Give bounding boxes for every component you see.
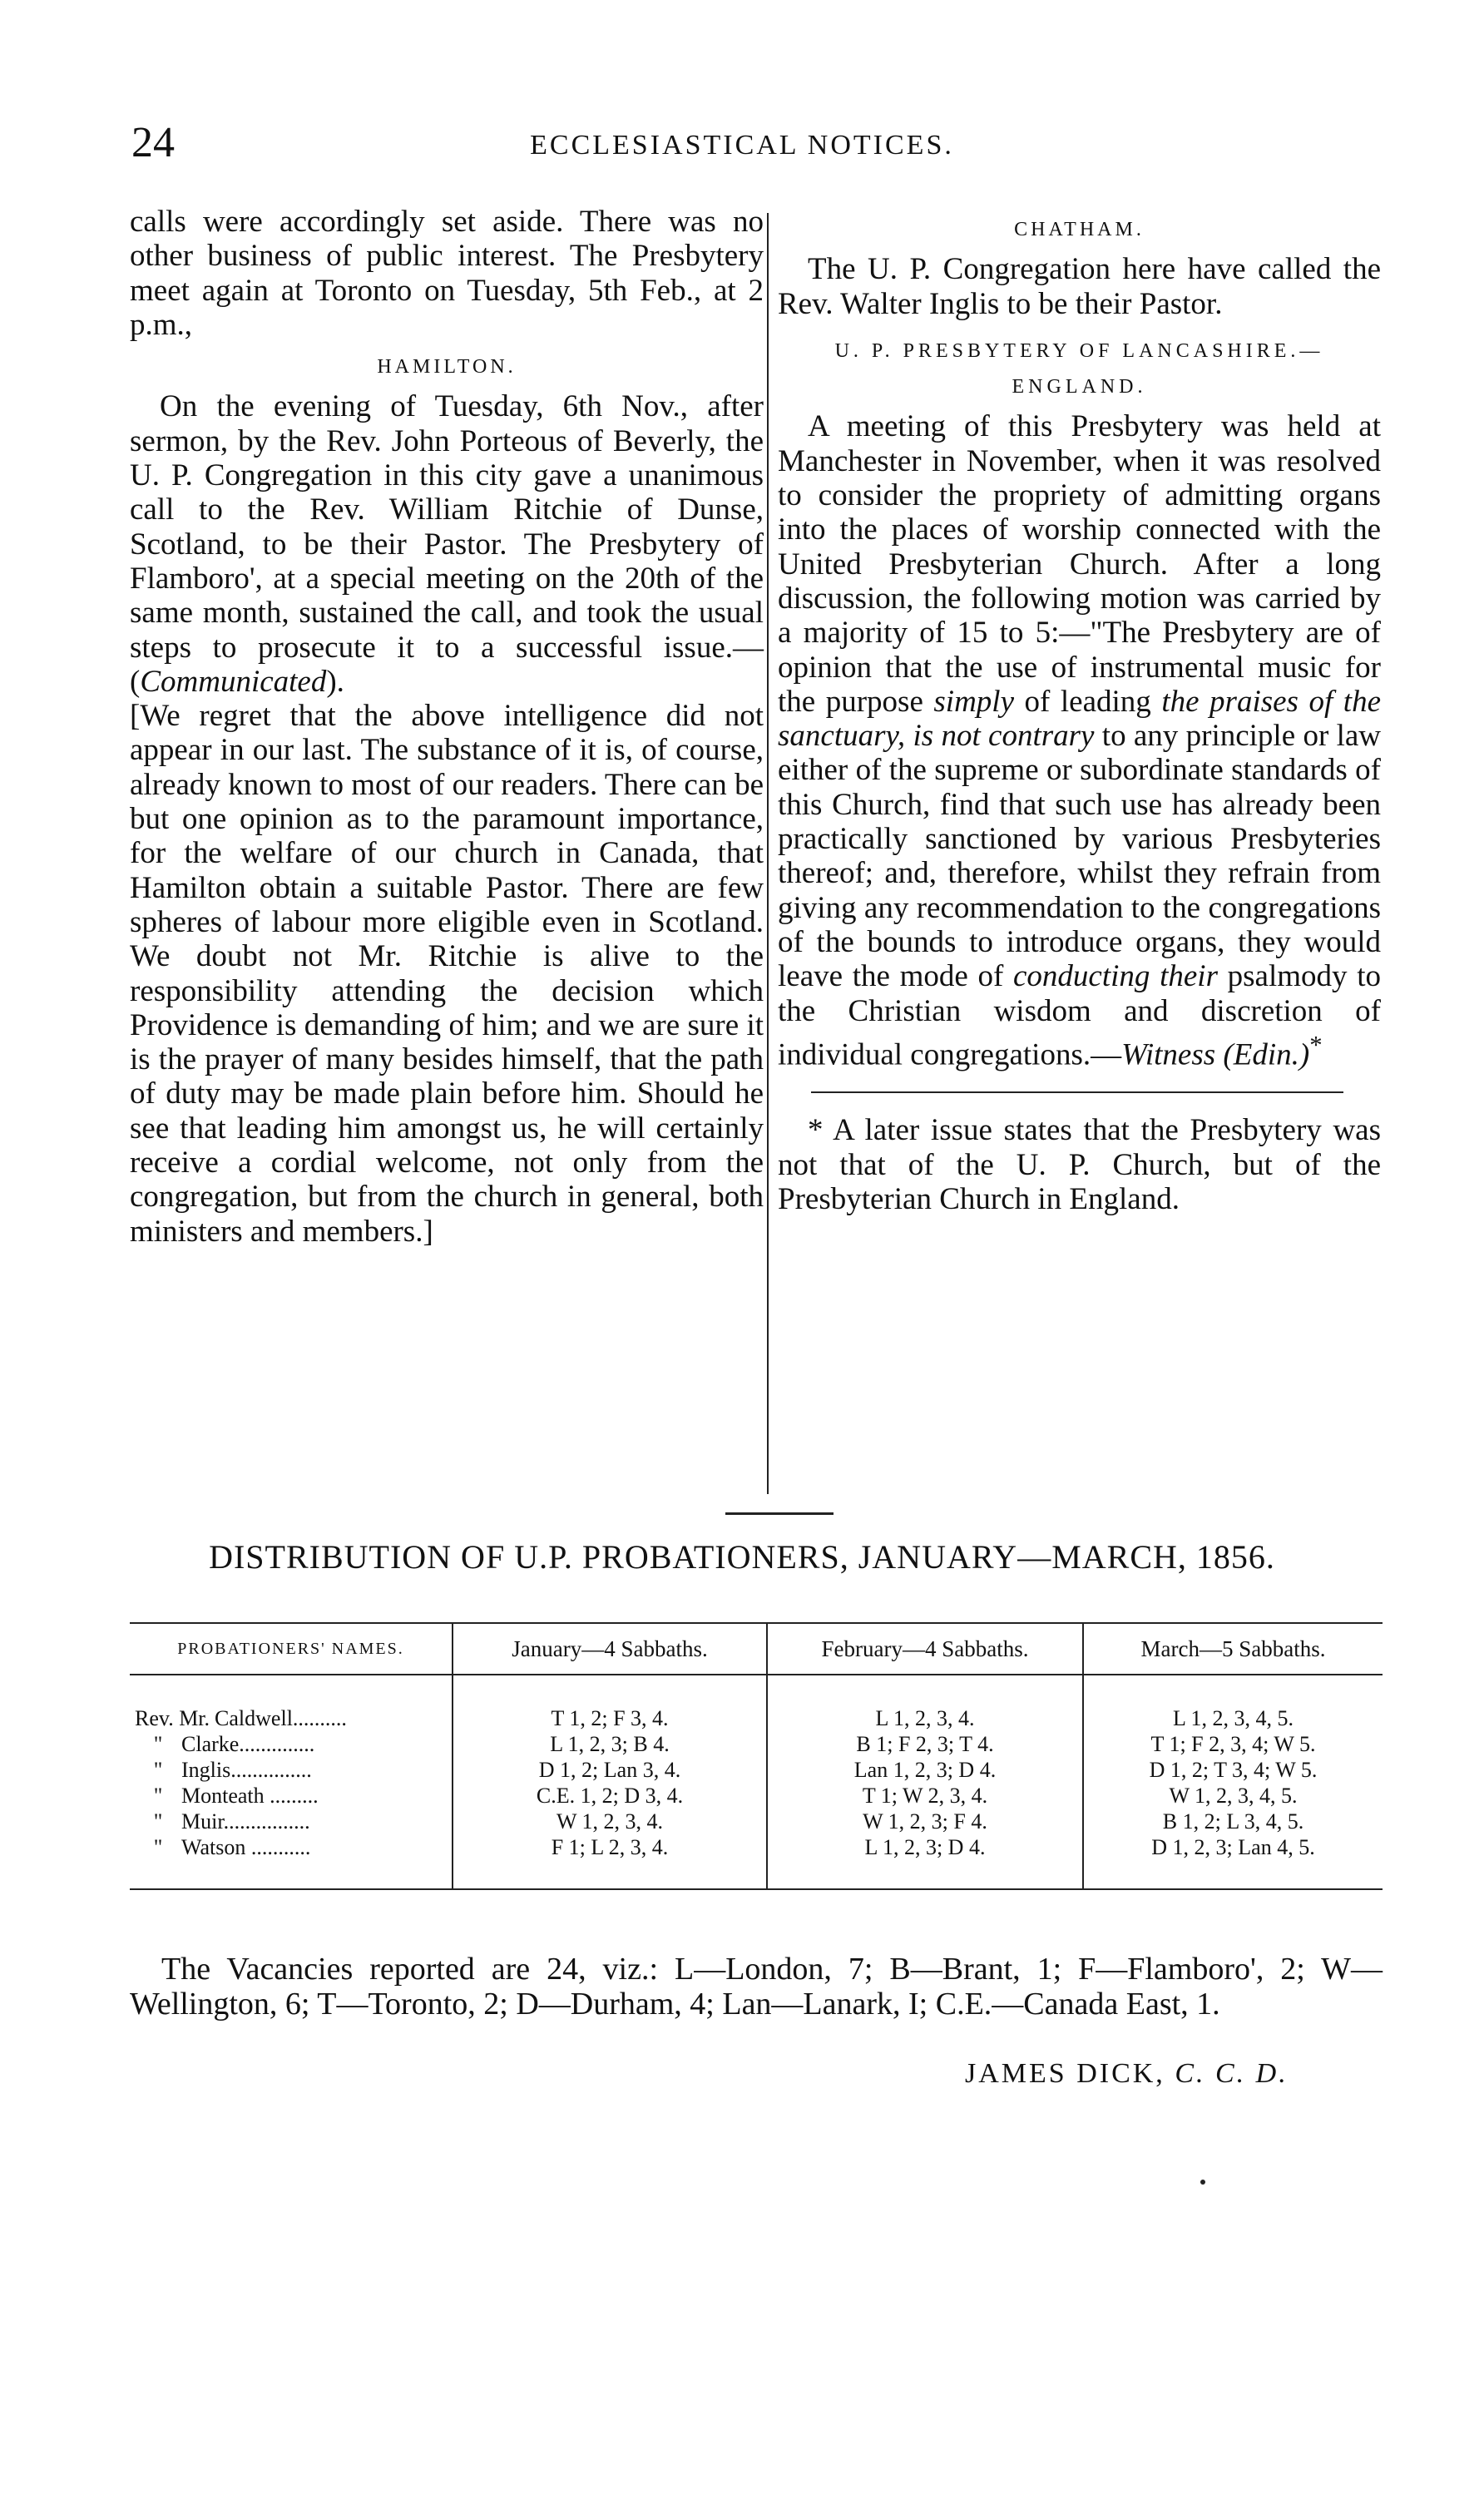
header-march: March—5 Sabbaths. xyxy=(1083,1623,1383,1675)
march-cell: L 1, 2, 3, 4, 5. xyxy=(1083,1705,1383,1731)
running-head: ECCLESIASTICAL NOTICES. xyxy=(530,130,954,161)
probationer-name xyxy=(130,1705,453,1731)
january-cell: L 1, 2, 3; B 4. xyxy=(453,1731,767,1757)
name-text: Inglis............... xyxy=(181,1758,312,1782)
probationer-name xyxy=(130,1757,453,1783)
probationer-name xyxy=(130,1783,453,1809)
table-row xyxy=(130,1834,1383,1889)
lancashire-heading-line-2: ENGLAND. xyxy=(1012,376,1147,398)
left-paragraph-1: calls were accordingly set aside. There was no other business of public interest. The Presbytery meet again at Toronto on Tuesday, 5th Feb., at 2 p.m., xyxy=(130,205,764,342)
march-cell: W 1, 2, 3, 4, 5. xyxy=(1083,1783,1383,1809)
name-prefix: " xyxy=(153,1809,163,1834)
name-prefix: Rev. Mr. xyxy=(135,1706,210,1730)
probationer-name xyxy=(130,1809,453,1834)
editorial-note: [We regret that the above intelligence did not appear in our last. The substance of it is, of course, already known to most of our readers. There can be but one opinion as to the paramount importance, for the welfare of our church in Canada, that Hamilton obtain a suitable Pastor. There are few spheres of labour more eligible even in Scotland. We doubt not Mr. Ritchie is alive to the responsibility attending the decision which Providence is demanding of him; and we are sure it is the prayer of many besides himself, that the path of duty may be made plain before him. Should he see that leading him amongst us, he will certainly receive a cordial welcome, not only from the congregation, but from the church in general, both ministers and members.] xyxy=(130,699,764,1249)
table-row xyxy=(130,1783,1383,1809)
vacancies-note: The Vacancies reported are 24, viz.: L—London, 7; B—Brant, 1; F—Flamboro', 2; W—Wellington, 6; T—Toronto, 2; D—Durham, 4; Lan—Lanark, I; C.E.—Canada East, 1. xyxy=(130,1952,1383,2022)
name-text: Muir................ xyxy=(181,1809,310,1834)
march-cell: D 1, 2; T 3, 4; W 5. xyxy=(1083,1757,1383,1783)
january-cell: D 1, 2; Lan 3, 4. xyxy=(453,1757,767,1783)
signature-name: JAMES DICK, xyxy=(965,2058,1165,2089)
january-cell: F 1; L 2, 3, 4. xyxy=(453,1834,767,1889)
conducting-text: conducting their xyxy=(1013,959,1218,994)
chatham-heading: CHATHAM. xyxy=(1014,219,1145,240)
table-title: DISTRIBUTION OF U.P. PROBATIONERS, JANUARY—MARCH, 1856. xyxy=(209,1538,1275,1576)
february-cell: L 1, 2, 3, 4. xyxy=(767,1705,1083,1731)
lancashire-text-d: psalmody to the Christian wisdom and discretion of individual congregations.— xyxy=(778,959,1381,1072)
header-january: January—4 Sabbaths. xyxy=(453,1623,767,1675)
february-cell: B 1; F 2, 3; T 4. xyxy=(767,1731,1083,1757)
probationer-name xyxy=(130,1731,453,1757)
table-row xyxy=(130,1705,1383,1731)
chatham-paragraph: The U. P. Congregation here have called the Rev. Walter Inglis to be their Pastor. xyxy=(778,252,1381,321)
name-text: Monteath ......... xyxy=(181,1784,319,1808)
name-text: Clarke.............. xyxy=(181,1732,315,1756)
name-prefix: " xyxy=(153,1758,163,1782)
witness-citation: Witness (Edin.) xyxy=(1121,1037,1310,1072)
name-prefix: " xyxy=(153,1784,163,1808)
hamilton-paragraph xyxy=(130,389,764,699)
table-row xyxy=(130,1809,1383,1834)
lancashire-paragraph xyxy=(778,409,1381,1071)
praises-text: the praises of the sanctuary, is not contrary xyxy=(778,684,1381,754)
february-cell: L 1, 2, 3; D 4. xyxy=(767,1834,1083,1889)
lancashire-heading-line-1: U. P. PRESBYTERY OF LANCASHIRE.— xyxy=(834,339,1324,362)
name-prefix: " xyxy=(153,1732,163,1756)
february-cell: T 1; W 2, 3, 4. xyxy=(767,1783,1083,1809)
hamilton-heading: HAMILTON. xyxy=(377,356,517,379)
signature-title: C. C. D. xyxy=(1175,2058,1289,2089)
table-row xyxy=(130,1731,1383,1757)
february-cell: Lan 1, 2, 3; D 4. xyxy=(767,1757,1083,1783)
name-text: Caldwell.......... xyxy=(215,1706,347,1730)
hamilton-text-end: ). xyxy=(326,664,344,699)
january-cell: W 1, 2, 3, 4. xyxy=(453,1809,767,1834)
header-names: PROBATIONERS' NAMES. xyxy=(130,1623,453,1675)
page-number: 24 xyxy=(131,119,175,166)
left-column xyxy=(130,205,764,1249)
lancashire-text-c: to any principle or law either of the supreme or subordinate standards of this Church, find that such use has already been practically sanctioned by various Presbyteries thereof; and, therefore, whilst they refrain from giving any recommendation to the congregations of the bounds to introduce organs, they would leave the mode of xyxy=(778,719,1382,994)
lancashire-text-b: of leading xyxy=(1014,684,1162,719)
footnote-rule xyxy=(811,1091,1343,1093)
table-header-row xyxy=(130,1623,1383,1675)
march-cell: T 1; F 2, 3, 4; W 5. xyxy=(1083,1731,1383,1757)
column-divider xyxy=(767,213,769,1494)
probationer-name xyxy=(130,1834,453,1889)
signature xyxy=(965,2058,1289,2090)
probationers-table xyxy=(130,1622,1383,1890)
simply-text: simply xyxy=(933,684,1015,719)
lancashire-text-a: A meeting of this Presbytery was held at Manchester in November, when it was resolved to consider the propriety of admitting organs into the places of worship connected with the United Presbyterian Church. After a long discussion, the following motion was carried by a majority of 15 to 5:—"The Presbytery are of opinion that the use of instrumental music for the purpose xyxy=(778,409,1381,719)
hamilton-text: On the evening of Tuesday, 6th Nov., after sermon, by the Rev. John Porteous of Beverly, the U. P. Congregation in this city gave a unanimous call to the Rev. William Ritchie of Dunse, Scotland, to be their Pastor. The Presbytery of Flamboro', at a special meeting on the 20th of the same month, sustained the call, and took the usual steps to prosecute it to a successful issue.—( xyxy=(130,389,764,699)
march-cell: B 1, 2; L 3, 4, 5. xyxy=(1083,1809,1383,1834)
name-prefix: " xyxy=(153,1835,163,1859)
stray-dot xyxy=(1200,2180,1205,2185)
january-cell: C.E. 1, 2; D 3, 4. xyxy=(453,1783,767,1809)
footnote-marker: * xyxy=(1309,1030,1323,1059)
footnote-text: * A later issue states that the Presbytery was not that of the U. P. Church, but of the Presbyterian Church in England. xyxy=(778,1113,1381,1217)
march-cell: D 1, 2, 3; Lan 4, 5. xyxy=(1083,1834,1383,1889)
january-cell: T 1, 2; F 3, 4. xyxy=(453,1705,767,1731)
header-february: February—4 Sabbaths. xyxy=(767,1623,1083,1675)
february-cell: W 1, 2, 3; F 4. xyxy=(767,1809,1083,1834)
section-rule xyxy=(725,1512,834,1515)
table-spacer xyxy=(130,1675,1383,1705)
table-row xyxy=(130,1757,1383,1783)
right-column xyxy=(778,205,1381,1216)
name-text: Watson ........... xyxy=(181,1835,311,1859)
communicated-text: Communicated xyxy=(140,664,327,699)
